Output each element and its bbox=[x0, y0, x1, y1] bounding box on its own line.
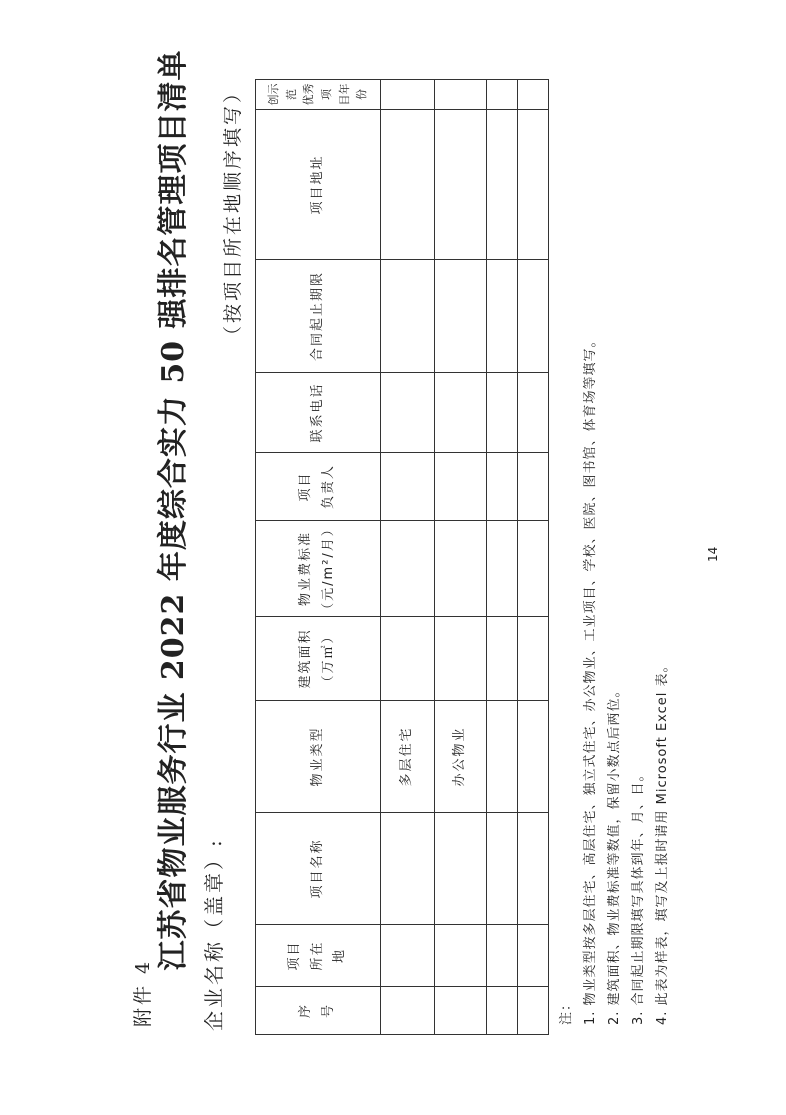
header-fee-standard: 物业费标准 （元/m²/月） bbox=[256, 521, 381, 617]
notes-label: 注： bbox=[559, 996, 574, 1025]
note-item: 4. 此表为样表，填写及上报时请用 Microsoft Excel 表。 bbox=[655, 658, 670, 1025]
header-project-address: 项目地址 bbox=[256, 110, 381, 260]
note-item: 3. 合同起止期限填写具体到年、月、日。 bbox=[631, 767, 646, 1025]
annex-label: 附件 4 bbox=[132, 958, 154, 1027]
header-award-year: 创示范 优秀项 目年份 bbox=[256, 80, 381, 110]
table-row bbox=[435, 80, 487, 1035]
fill-order-note: （按项目所在地顺序填写） bbox=[222, 80, 244, 345]
page-number: 14 bbox=[706, 546, 720, 562]
table-row bbox=[381, 80, 435, 1035]
header-project-name: 项目名称 bbox=[256, 813, 381, 925]
header-row bbox=[256, 80, 381, 1035]
header-building-area: 建筑面积 （万㎡） bbox=[256, 617, 381, 701]
header-seq: 序 号 bbox=[256, 987, 381, 1035]
property-type-cell bbox=[487, 701, 518, 813]
project-list-table bbox=[255, 79, 549, 1035]
table-row bbox=[518, 80, 549, 1035]
header-contract-period: 合同起止期限 bbox=[256, 260, 381, 373]
company-name-label: 企业名称（盖章）: bbox=[202, 837, 226, 1031]
notes-block bbox=[555, 333, 675, 1025]
header-location: 项目 所在 地 bbox=[256, 925, 381, 987]
note-item: 1. 物业类型按多层住宅、高层住宅、独立式住宅、办公物业、工业项目、学校、医院、图书馆、体育场等填写。 bbox=[583, 333, 598, 1025]
property-type-cell: 办公物业 bbox=[435, 701, 487, 813]
header-property-type: 物业类型 bbox=[256, 701, 381, 813]
property-type-cell: 多层住宅 bbox=[381, 701, 435, 813]
document-title: 江苏省物业服务行业 2022 年度综合实力 50 强排名管理项目清单 bbox=[156, 49, 191, 971]
header-phone: 联系电话 bbox=[256, 373, 381, 453]
header-project-manager: 项目 负责人 bbox=[256, 453, 381, 521]
property-type-cell bbox=[518, 701, 549, 813]
table-row bbox=[487, 80, 518, 1035]
note-item: 2. 建筑面积、物业费标准等数值，保留小数点后两位。 bbox=[607, 683, 622, 1025]
